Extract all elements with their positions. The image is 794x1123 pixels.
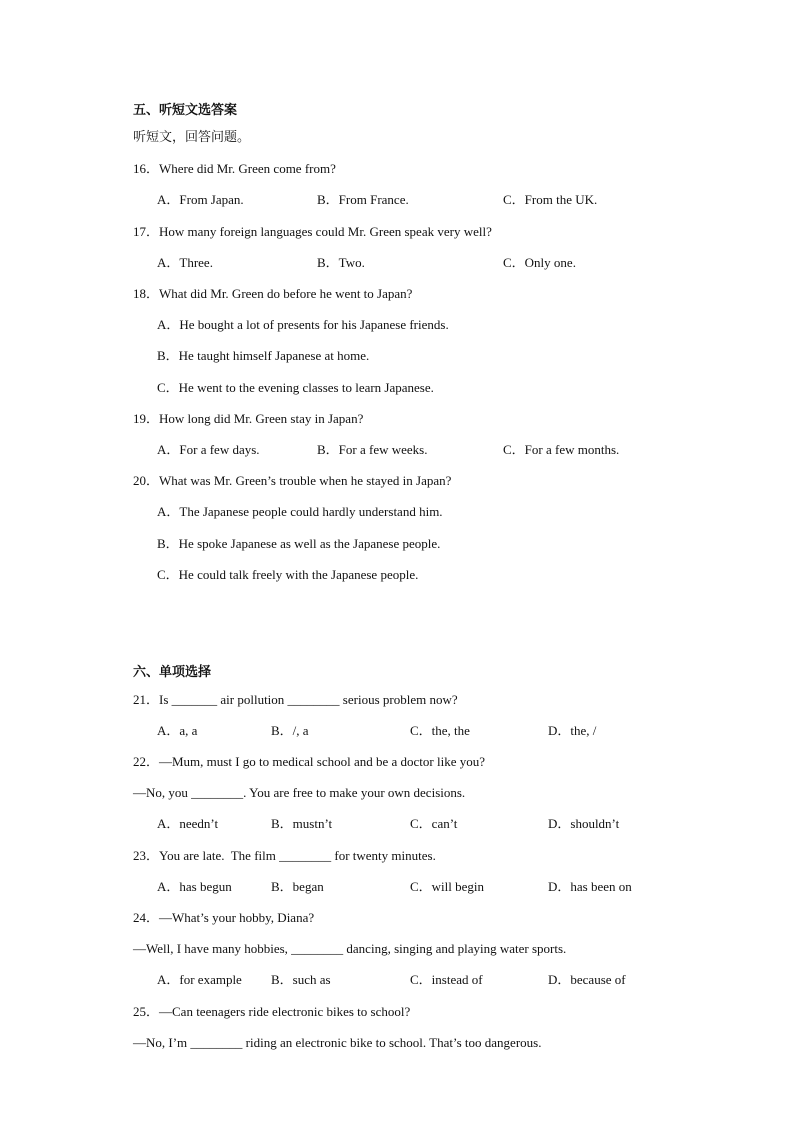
- question-24-option-a[interactable]: A．for example: [157, 972, 242, 987]
- question-24-option-d[interactable]: D．because of: [548, 972, 626, 987]
- question-17-option-c[interactable]: C．Only one.: [503, 255, 576, 270]
- section-6-heading: 六、单项选择: [133, 665, 212, 680]
- question-21-stem: 21．Is _______ air pollution ________ serious problem now?: [133, 692, 458, 707]
- question-24-stem: 24．—What’s your hobby, Diana?: [133, 910, 315, 925]
- question-23-option-a[interactable]: A．has begun: [157, 879, 232, 894]
- question-24-option-c[interactable]: C．instead of: [410, 972, 483, 987]
- question-21-option-c[interactable]: C．the, the: [410, 723, 470, 738]
- question-18-stem: 18．What did Mr. Green do before he went to Japan?: [133, 286, 413, 301]
- section-5-instruction: 听短文，回答问题。: [133, 130, 251, 145]
- question-21-option-d[interactable]: D．the, /: [548, 723, 597, 738]
- question-17-stem: 17．How many foreign languages could Mr. Green speak very well?: [133, 224, 492, 239]
- question-20-stem: 20．What was Mr. Green’s trouble when he stayed in Japan?: [133, 473, 452, 488]
- question-21-option-b[interactable]: B．/, a: [271, 723, 309, 738]
- question-24-response: —Well, I have many hobbies, ________ dancing, singing and playing water sports.: [133, 941, 567, 956]
- question-20-option-b[interactable]: B．He spoke Japanese as well as the Japanese people.: [157, 536, 441, 551]
- question-19-option-c[interactable]: C．For a few months.: [503, 442, 620, 457]
- question-25-stem: 25．—Can teenagers ride electronic bikes to school?: [133, 1004, 411, 1019]
- question-22-option-c[interactable]: C．can’t: [410, 816, 458, 831]
- question-17-option-b[interactable]: B．Two.: [317, 255, 365, 270]
- question-19-option-b[interactable]: B．For a few weeks.: [317, 442, 428, 457]
- question-25-response: —No, I’m ________ riding an electronic bike to school. That’s too dangerous.: [133, 1035, 542, 1050]
- question-16-option-b[interactable]: B．From France.: [317, 192, 409, 207]
- question-18-option-b[interactable]: B．He taught himself Japanese at home.: [157, 348, 370, 363]
- question-20-option-c[interactable]: C．He could talk freely with the Japanese people.: [157, 567, 419, 582]
- question-22-option-d[interactable]: D．shouldn’t: [548, 816, 620, 831]
- question-23-option-b[interactable]: B．began: [271, 879, 324, 894]
- question-20-option-a[interactable]: A．The Japanese people could hardly understand him.: [157, 504, 443, 519]
- question-16-stem: 16．Where did Mr. Green come from?: [133, 161, 336, 176]
- question-22-stem: 22．—Mum, must I go to medical school and be a doctor like you?: [133, 754, 486, 769]
- question-17-option-a[interactable]: A．Three.: [157, 255, 213, 270]
- question-23-option-d[interactable]: D．has been on: [548, 879, 632, 894]
- question-24-option-b[interactable]: B．such as: [271, 972, 331, 987]
- question-23-option-c[interactable]: C．will begin: [410, 879, 485, 894]
- question-22-option-a[interactable]: A．needn’t: [157, 816, 219, 831]
- question-19-option-a[interactable]: A．For a few days.: [157, 442, 260, 457]
- question-18-option-c[interactable]: C．He went to the evening classes to learn Japanese.: [157, 380, 434, 395]
- question-22-response: —No, you ________. You are free to make your own decisions.: [133, 785, 466, 800]
- question-18-option-a[interactable]: A．He bought a lot of presents for his Japanese friends.: [157, 317, 449, 332]
- question-22-option-b[interactable]: B．mustn’t: [271, 816, 333, 831]
- question-16-option-a[interactable]: A．From Japan.: [157, 192, 244, 207]
- question-23-stem: 23．You are late. The film ________ for twenty minutes.: [133, 848, 436, 863]
- question-19-stem: 19．How long did Mr. Green stay in Japan?: [133, 411, 364, 426]
- question-21-option-a[interactable]: A．a, a: [157, 723, 198, 738]
- question-16-option-c[interactable]: C．From the UK.: [503, 192, 598, 207]
- section-5-heading: 五、听短文选答案: [133, 103, 238, 118]
